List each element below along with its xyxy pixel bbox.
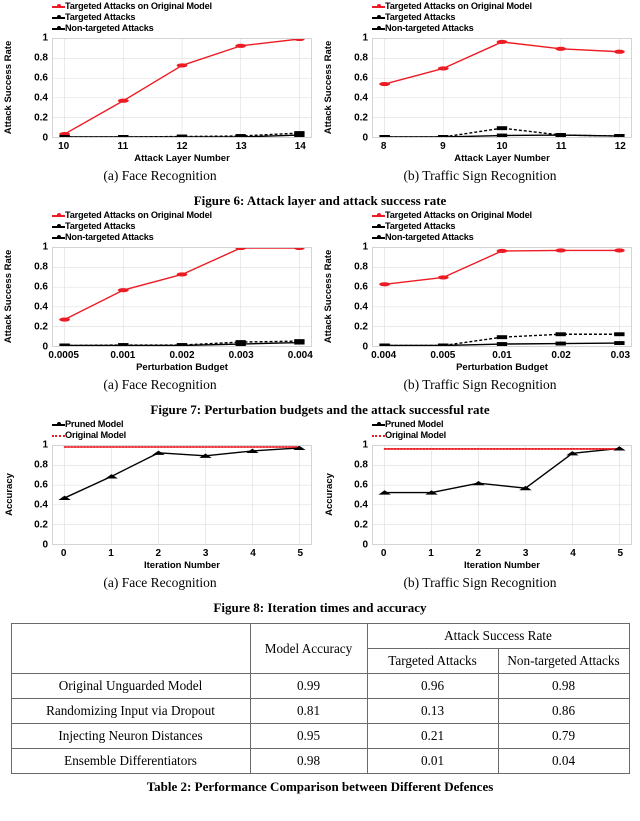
y-tick-label: 1 — [362, 439, 368, 451]
chart-plot — [52, 38, 312, 138]
y-tick-label: 0.2 — [354, 519, 368, 531]
figure-caption: Figure 8: Iteration times and accuracy — [213, 600, 427, 615]
chart-legend — [320, 0, 640, 34]
chart-plot — [372, 445, 632, 545]
legend-label: Non-targeted Attacks — [385, 23, 474, 33]
y-tick-label: 0.4 — [354, 499, 368, 511]
legend-label: Pruned Model — [65, 419, 124, 429]
x-tick-label: 2 — [155, 548, 162, 559]
y-axis-label — [2, 441, 16, 547]
y-axis-label-text: Attack Success Rate — [323, 249, 335, 343]
x-tick-label: 13 — [235, 141, 247, 152]
legend-item — [372, 1, 640, 12]
table-cell-targeted: 0.96 — [367, 674, 498, 699]
y-axis-label-text: Accuracy — [3, 472, 15, 516]
table-cell-defence-name: Ensemble Differentiators — [11, 749, 250, 774]
chart-legend — [0, 0, 320, 34]
x-tick-label: 0.003 — [228, 350, 254, 361]
legend-label: Non-targeted Attacks — [65, 23, 154, 33]
x-tick-label: 12 — [614, 141, 626, 152]
legend-marker-icon — [372, 232, 385, 243]
x-axis-label: Attack Layer Number — [454, 153, 550, 164]
x-tick-label: 1 — [108, 548, 114, 559]
chart-legend — [320, 209, 640, 243]
chart-plot — [372, 247, 632, 347]
legend-marker-icon — [52, 12, 65, 23]
plot-area-wrapper — [0, 439, 320, 571]
table-header-attack-success-rate: Attack Success Rate — [367, 624, 629, 649]
x-tick-label: 0.004 — [287, 350, 313, 361]
y-tick-label: 0.2 — [354, 112, 368, 124]
legend-item — [372, 419, 640, 430]
y-tick-label: 0.2 — [34, 112, 48, 124]
legend-label: Non-targeted Attacks — [385, 232, 474, 242]
chart-legend — [0, 418, 320, 441]
y-axis-ticks — [336, 439, 370, 551]
legend-label: Targeted Attacks on Original Model — [65, 210, 212, 220]
legend-item — [372, 430, 640, 441]
figure-row — [0, 209, 640, 393]
y-tick-label: 0.4 — [354, 301, 368, 313]
y-tick-label: 0.6 — [354, 281, 368, 293]
legend-marker-icon — [372, 419, 385, 430]
x-tick-label: 2 — [475, 548, 482, 559]
panel-subcaption: (b) Traffic Sign Recognition — [403, 575, 557, 590]
y-tick-label: 0.4 — [34, 92, 48, 104]
figure-caption: Figure 6: Attack layer and attack success rate — [193, 193, 447, 208]
table-cell-targeted: 0.13 — [367, 699, 498, 724]
table-cell-targeted: 0.01 — [367, 749, 498, 774]
table-cell-model-accuracy: 0.95 — [250, 724, 367, 749]
x-tick-label: 0 — [60, 548, 67, 559]
legend-item — [52, 221, 320, 232]
legend-marker-icon — [52, 221, 65, 232]
table-cell-model-accuracy: 0.98 — [250, 749, 367, 774]
x-tick-label: 12 — [176, 141, 188, 152]
table-row — [11, 749, 629, 774]
table-cell-model-accuracy: 0.99 — [250, 674, 367, 699]
x-tick-label: 10 — [58, 141, 70, 152]
panel-subcaption: (a) Face Recognition — [103, 168, 217, 183]
y-tick-label: 0.8 — [354, 459, 368, 471]
y-tick-label: 0.4 — [354, 92, 368, 104]
x-tick-label: 5 — [617, 548, 624, 559]
y-tick-label: 0.6 — [34, 281, 48, 293]
y-axis-label-text: Attack Success Rate — [3, 249, 15, 343]
x-tick-label: 4 — [250, 548, 256, 559]
legend-marker-icon — [372, 1, 385, 12]
y-axis-ticks — [336, 32, 370, 144]
y-tick-label: 0.8 — [34, 52, 48, 64]
chart-plot — [372, 38, 632, 138]
y-axis-label — [322, 34, 336, 140]
x-axis-label: Attack Layer Number — [134, 153, 230, 164]
y-tick-label: 0.6 — [34, 479, 48, 491]
y-axis-label — [322, 243, 336, 349]
legend-item — [52, 12, 320, 23]
legend-item — [372, 232, 640, 243]
figure-panel — [0, 418, 320, 591]
legend-item — [372, 23, 640, 34]
legend-marker-icon — [52, 419, 65, 430]
y-tick-label: 0.8 — [354, 52, 368, 64]
y-tick-label: 1 — [42, 439, 48, 451]
legend-label: Targeted Attacks — [65, 12, 136, 22]
chart-legend — [320, 418, 640, 441]
table-cell-targeted: 0.21 — [367, 724, 498, 749]
plot-area-wrapper — [320, 32, 640, 164]
panel-subcaption: (a) Face Recognition — [103, 377, 217, 392]
legend-item — [372, 221, 640, 232]
x-tick-label: 9 — [440, 141, 446, 152]
x-tick-label: 11 — [117, 141, 129, 152]
y-tick-label: 0.8 — [34, 459, 48, 471]
table-cell-defence-name: Randomizing Input via Dropout — [11, 699, 250, 724]
table-cell-defence-name: Injecting Neuron Distances — [11, 724, 250, 749]
legend-label: Targeted Attacks — [385, 12, 456, 22]
x-tick-label: 11 — [555, 141, 567, 152]
table-row — [11, 674, 629, 699]
panel-subcaption: (a) Face Recognition — [103, 575, 217, 590]
y-axis-ticks — [16, 32, 50, 144]
legend-marker-icon — [372, 23, 385, 34]
panel-subcaption: (b) Traffic Sign Recognition — [403, 377, 557, 392]
y-axis-label — [2, 243, 16, 349]
table-cell-model-accuracy: 0.81 — [250, 699, 367, 724]
legend-marker-icon — [52, 210, 65, 221]
panel-subcaption: (b) Traffic Sign Recognition — [403, 168, 557, 183]
y-tick-label: 0 — [362, 132, 368, 144]
y-tick-label: 0 — [42, 539, 48, 551]
x-tick-label: 3 — [522, 548, 529, 559]
figure-row — [0, 418, 640, 591]
y-tick-label: 1 — [42, 241, 48, 253]
chart-legend — [0, 209, 320, 243]
chart-plot — [52, 445, 312, 545]
y-tick-label: 0.2 — [34, 321, 48, 333]
table-header-model-accuracy: Model Accuracy — [250, 624, 367, 674]
x-axis-label: Iteration Number — [463, 560, 540, 571]
y-tick-label: 0.4 — [34, 301, 48, 313]
table-cell-non-targeted: 0.86 — [498, 699, 629, 724]
y-tick-label: 0.2 — [34, 519, 48, 531]
table-cell-non-targeted: 0.79 — [498, 724, 629, 749]
x-tick-label: 8 — [380, 141, 387, 152]
plot-area-wrapper — [0, 241, 320, 373]
x-tick-label: 0.002 — [169, 350, 195, 361]
y-axis-label — [2, 34, 16, 140]
figure-panel — [0, 0, 320, 184]
performance-comparison-table — [11, 623, 630, 774]
table-header-row — [11, 624, 629, 649]
y-tick-label: 1 — [42, 32, 48, 44]
x-tick-label: 0.02 — [551, 350, 571, 361]
x-tick-label: 0.03 — [610, 350, 631, 361]
legend-marker-icon — [372, 221, 385, 232]
legend-label: Targeted Attacks on Original Model — [65, 1, 212, 11]
y-tick-label: 0.8 — [34, 261, 48, 273]
y-axis-ticks — [16, 439, 50, 551]
x-tick-label: 14 — [294, 141, 306, 152]
chart-plot — [52, 247, 312, 347]
y-tick-label: 0 — [362, 539, 368, 551]
x-axis-label: Perturbation Budget — [136, 362, 228, 373]
y-tick-label: 0 — [42, 341, 48, 353]
legend-marker-icon — [52, 23, 65, 34]
x-axis-label: Perturbation Budget — [456, 362, 548, 373]
y-tick-label: 0 — [362, 341, 368, 353]
y-tick-label: 0.6 — [34, 72, 48, 84]
x-tick-label: 0.01 — [492, 350, 512, 361]
x-tick-label: 4 — [570, 548, 576, 559]
table-cell-non-targeted: 0.04 — [498, 749, 629, 774]
y-tick-label: 1 — [362, 241, 368, 253]
x-tick-label: 0.004 — [371, 350, 397, 361]
figure-row — [0, 0, 640, 184]
legend-marker-icon — [52, 1, 65, 12]
y-axis-ticks — [16, 241, 50, 353]
y-tick-label: 0.8 — [354, 261, 368, 273]
legend-label: Targeted Attacks — [385, 221, 456, 231]
legend-item — [52, 210, 320, 221]
legend-label: Targeted Attacks on Original Model — [385, 1, 532, 11]
y-tick-label: 0.6 — [354, 479, 368, 491]
figure-panel — [320, 418, 640, 591]
x-tick-label: 0.0005 — [48, 350, 79, 361]
figure-panel — [320, 209, 640, 393]
plot-area-wrapper — [0, 32, 320, 164]
legend-item — [52, 430, 320, 441]
x-tick-label: 3 — [202, 548, 209, 559]
y-tick-label: 0.2 — [354, 321, 368, 333]
x-axis-label: Iteration Number — [143, 560, 220, 571]
legend-marker-icon — [52, 430, 65, 441]
y-axis-label-text: Attack Success Rate — [323, 40, 335, 134]
table-cell-defence-name: Original Unguarded Model — [11, 674, 250, 699]
legend-item — [372, 12, 640, 23]
x-tick-label: 0.005 — [430, 350, 456, 361]
table-cell-non-targeted: 0.98 — [498, 674, 629, 699]
x-tick-label: 0 — [380, 548, 387, 559]
legend-label: Original Model — [385, 430, 447, 440]
figure-panel — [320, 0, 640, 184]
legend-item — [52, 23, 320, 34]
y-axis-label-text: Accuracy — [323, 472, 335, 516]
legend-item — [372, 210, 640, 221]
y-axis-ticks — [336, 241, 370, 353]
y-axis-label — [322, 441, 336, 547]
figure-caption: Figure 7: Perturbation budgets and the attack successful rate — [150, 402, 490, 417]
table-row — [11, 699, 629, 724]
legend-marker-icon — [372, 430, 385, 441]
legend-label: Non-targeted Attacks — [65, 232, 154, 242]
table-caption: Table 2: Performance Comparison between Different Defences — [146, 779, 494, 794]
legend-label: Pruned Model — [385, 419, 444, 429]
x-tick-label: 5 — [297, 548, 304, 559]
legend-item — [52, 1, 320, 12]
y-tick-label: 1 — [362, 32, 368, 44]
y-axis-label-text: Attack Success Rate — [3, 40, 15, 134]
plot-area-wrapper — [320, 241, 640, 373]
plot-area-wrapper — [320, 439, 640, 571]
legend-label: Targeted Attacks on Original Model — [385, 210, 532, 220]
table-header-non-targeted-attacks: Non-targeted Attacks — [498, 649, 629, 674]
y-tick-label: 0.6 — [354, 72, 368, 84]
y-tick-label: 0 — [42, 132, 48, 144]
table-header-targeted-attacks: Targeted Attacks — [367, 649, 498, 674]
x-tick-label: 10 — [496, 141, 508, 152]
legend-label: Targeted Attacks — [65, 221, 136, 231]
legend-item — [52, 232, 320, 243]
legend-marker-icon — [372, 12, 385, 23]
y-tick-label: 0.4 — [34, 499, 48, 511]
legend-marker-icon — [52, 232, 65, 243]
legend-label: Original Model — [65, 430, 127, 440]
legend-item — [52, 419, 320, 430]
table-root — [0, 623, 640, 795]
figure-panel — [0, 209, 320, 393]
table-corner-cell — [11, 624, 250, 674]
x-tick-label: 0.001 — [110, 350, 136, 361]
table-row — [11, 724, 629, 749]
legend-marker-icon — [372, 210, 385, 221]
x-tick-label: 1 — [428, 548, 434, 559]
